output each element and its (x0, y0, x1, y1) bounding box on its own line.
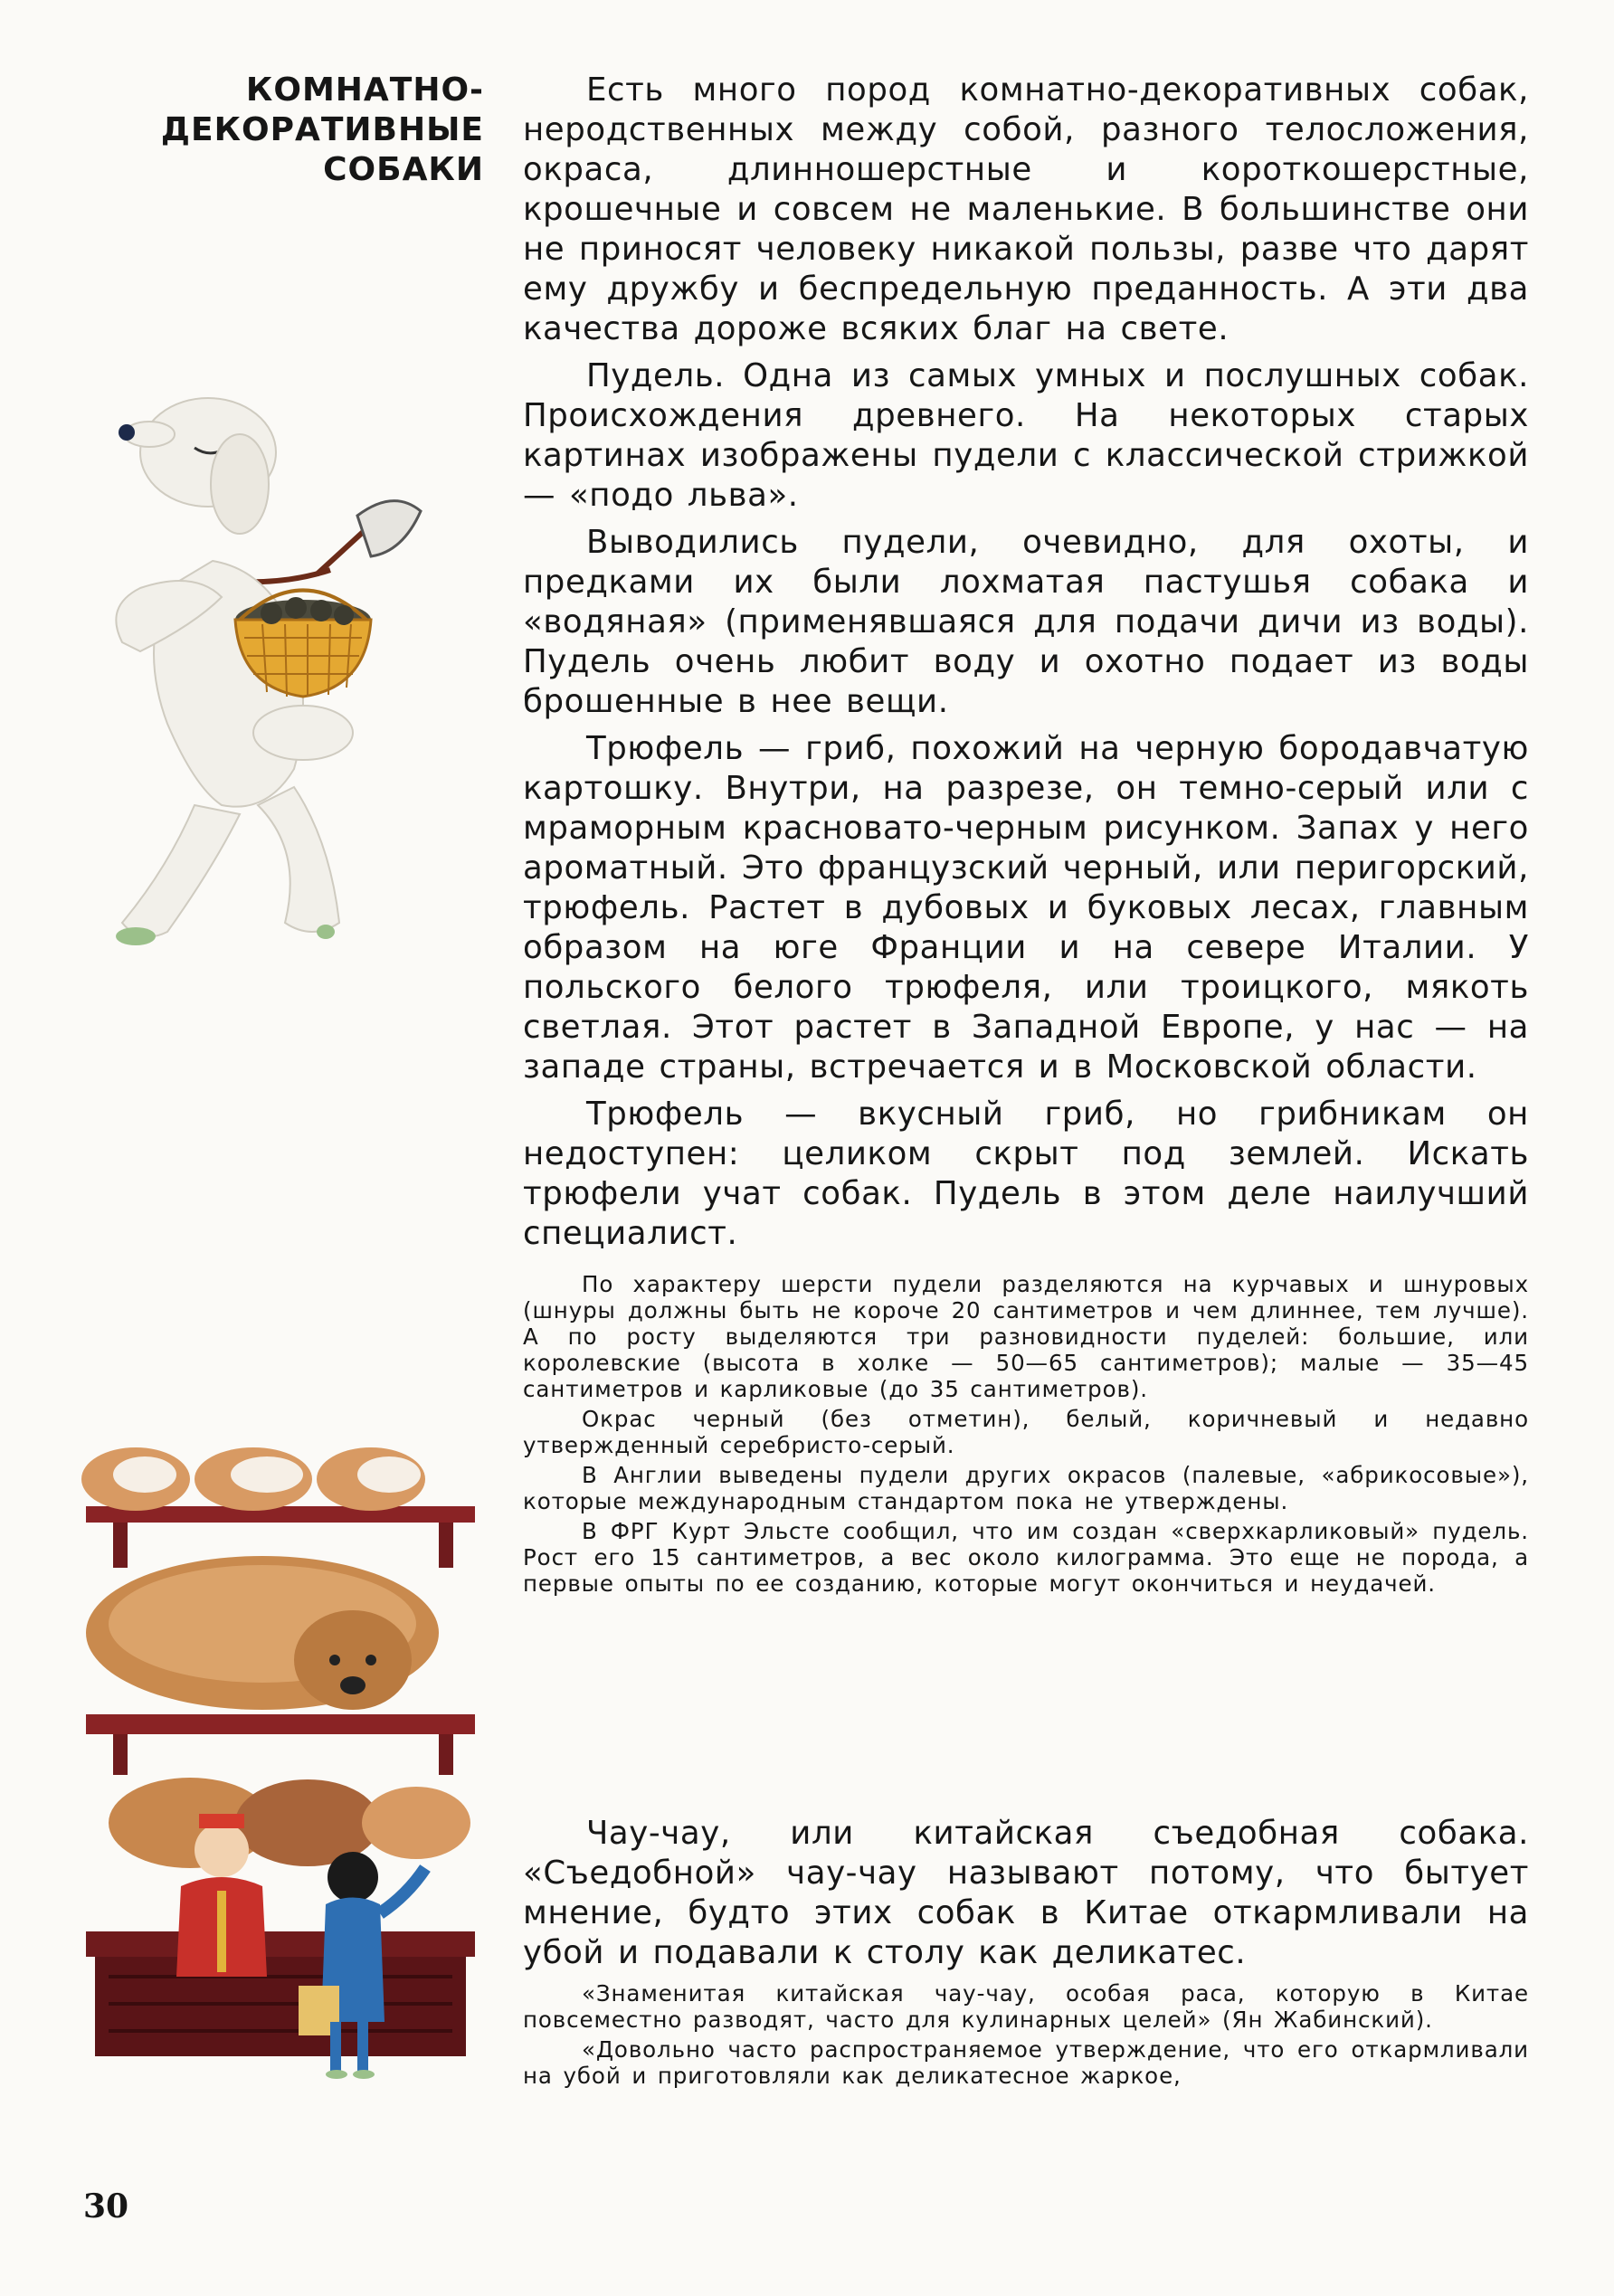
note-england: В Англии выведены пудели других окрасов (палевые, «абрикосовые»), которые международным стандартом пока не утверждены. (523, 1462, 1529, 1514)
chow-chow-shop-illustration (81, 1443, 479, 2112)
paragraph-intro: Есть много пород комнатно-декоративных собак, неродственных между собой, разного телосложения, окраса, длинношерстные и короткошерстные, крошечные и совсем не маленькие. В большинстве они не приносят человеку никакой пользы, разве что дарят ему дружбу и беспредельную преданность. А эти два качества дороже всяких благ на свете. (523, 71, 1529, 347)
page-number: 30 (83, 2187, 129, 2225)
note-coat-types: По характеру шерсти пудели разделяются на курчавых и шнуровых (шнуры должны быть не короче 20 сантиметров и чем длиннее, тем лучше). А по росту выделяются три разновидности пуделей: большие, или королевские (высота в холке — 50—65 сантиметров); малые — 35—45 сантиметров и карликовые (до 35 сантиметров). (523, 1271, 1529, 1402)
main-text-column (523, 71, 1529, 1261)
paragraph-poodle-origin: Выводились пудели, очевидно, для охоты, и предками их были лохматая пастушья собака и «водяная» (применявшаяся для подачи дичи из воды). Пудель очень любит воду и охотно подает из воды брошенные в нее вещи. (523, 524, 1529, 720)
section-heading (136, 71, 484, 190)
paragraph-chow-chow: Чау-чау, или китайская съедобная собака. «Съедобной» чау-чау называют потому, что бытует мнение, будто этих собак в Китае откармливали на убой и подавали к столу как деликатес. (523, 1815, 1529, 1971)
quote-zhabinsky: «Знаменитая китайская чау-чау, особая раса, которую в Китае повсеместно разводят, часто для кулинарных целей» (Ян Жабинский). (523, 1980, 1529, 2033)
chow-chow-section (523, 1814, 1529, 2092)
note-frg: В ФРГ Курт Эльсте сообщил, что им создан «сверхкарликовый» пудель. Рост его 15 сантиметров, а вес около килограмма. Это еще не порода, а первые опыты по ее созданию, которые могут окончиться и неудачей. (523, 1518, 1529, 1597)
note-colors: Окрас черный (без отметин), белый, коричневый и недавно утвержденный серебристо-серый. (523, 1406, 1529, 1458)
small-print-notes (523, 1271, 1529, 1600)
quote-fattening: «Довольно часто распространяемое утверждение, что его откармливали на убой и приготовляли как деликатесное жаркое, (523, 2036, 1529, 2089)
heading-line-2: ДЕКОРАТИВНЫЕ (160, 111, 484, 148)
heading-line-3: СОБАКИ (323, 151, 484, 188)
paragraph-poodle: Пудель. Одна из самых умных и послушных собак. Происхождения древнего. На некоторых старых картинах изображены пудели с классической стрижкой — «подо льва». (523, 357, 1529, 514)
heading-line-1: КОМНАТНО- (245, 71, 484, 109)
paragraph-truffle-search: Трюфель — вкусный гриб, но грибникам он недоступен: целиком скрыт под землей. Искать трюфели учат собак. Пудель в этом деле наилучший специалист. (523, 1096, 1529, 1252)
poodle-illustration (86, 380, 484, 959)
paragraph-truffle: Трюфель — гриб, похожий на черную бородавчатую картошку. Внутри, на разрезе, он темно-серый или с мраморным красновато-черным рисунком. Запах у него ароматный. Это французский черный, или перигорский, трюфель. Растет в дубовых и буковых лесах, главным образом на юге Франции и на севере Италии. У польского белого трюфеля, или троицкого, мякоть светлая. Этот растет в Западной Европе, у нас — на западе страны, встречается и в Московской области. (523, 730, 1529, 1086)
